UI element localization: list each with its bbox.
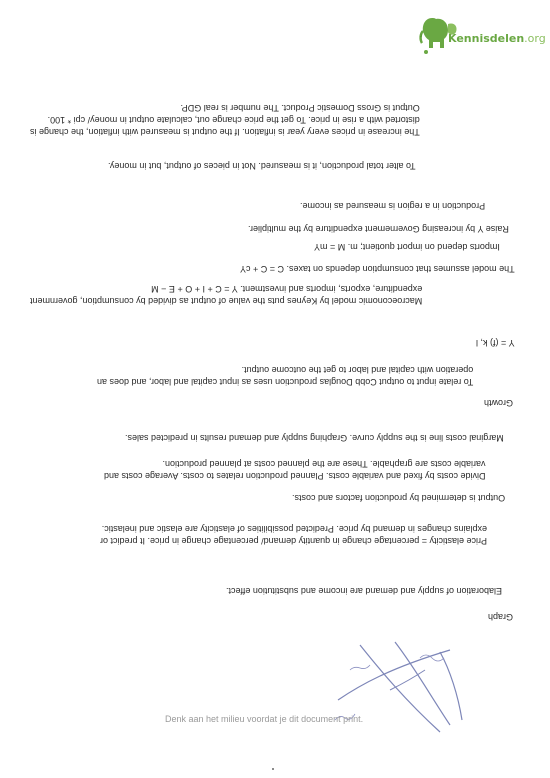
keynes-paragraph: Macroeconomic model by Keynes puts the value of output as divided by consumption, government expenditure, exports, imports and investment. Y = C + I + O + E − M [30,284,423,306]
imports-text: Imports depend on import quotient; m. M = mY [314,242,500,252]
output-determined-text: Output is determined by production factors and costs. [292,493,506,503]
cobb-douglas-paragraph: To relate input to output Cobb Douglas production uses as input capital and labor, and does an operation with capital and labor to get the outcome output. [97,365,474,387]
raise-y-text: Raise Y by increasing Governement expenditure by the multiplier. [248,224,509,234]
elaboration-text: Elaboration of supply and demand are income and substitution effect. [226,586,503,596]
supply-demand-sketch [330,640,480,740]
divide-costs-paragraph: Divide costs by fixed and variable costs. Planned production relates to costs. Average costs and variable costs are graphable. These are the planned costs at planned production. [104,459,486,481]
logo-wordmark[interactable]: Kennisdelen.org [448,32,546,45]
production-region-text: Production in a region is measured as income. [300,201,486,211]
price-elasticity-paragraph: Price elasticity = percentage change in quantity demand/ percentage change in price. It predict or explains changes in demand by price. Predicted possibilities of elasticity are elastic and inelastic. [100,524,487,546]
inflation-paragraph: The increase in prices every year is inflation. If the output is measured with inflation, the change is distorted with a rise in price. To get the price change out, calculate output in money/ cpi * 100. Output is Gross Domestic Product. The number is real GDP. [30,103,420,137]
model-consumption-text: The model assumes that consumption depends on taxes. C = C + cY [240,264,515,274]
scan-speck [272,768,274,770]
growth-heading: Growth [484,398,514,408]
production-formula: Y = (f) k, l [476,338,515,348]
graph-heading: Graph [488,612,514,622]
print-environment-note: Denk aan het milieu voordat je dit document print. [165,714,364,724]
alter-production-text: To alter total production, it is measured. Not in pieces of output, but in money. [108,161,416,171]
marginal-costs-text: Marginal costs line is the supply curve. Graphing supply and demand results in predicted sales. [125,433,504,443]
